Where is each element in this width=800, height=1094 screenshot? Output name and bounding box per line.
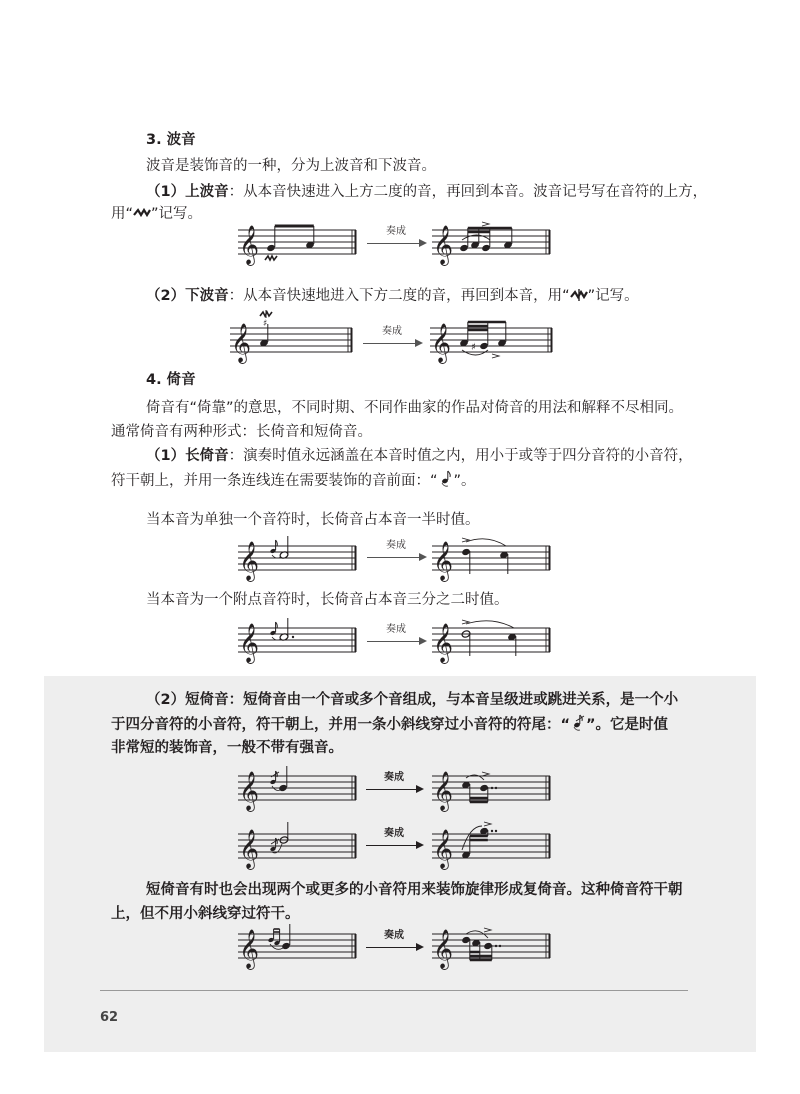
paragraph bbox=[111, 714, 668, 735]
music-staff bbox=[430, 310, 554, 363]
text-span: ”。 bbox=[453, 473, 476, 489]
paragraph bbox=[146, 690, 678, 710]
music-staff bbox=[238, 620, 358, 663]
music-staff bbox=[432, 826, 552, 869]
upper-mordent-icon bbox=[265, 256, 277, 260]
upper-mordent-symbol-icon bbox=[133, 207, 151, 219]
text-span: ”记写。 bbox=[587, 288, 639, 304]
treble-clef-icon: 𝄞 bbox=[433, 623, 454, 663]
paragraph: 通常倚音有两种形式：长倚音和短倚音。 bbox=[111, 424, 372, 440]
arrow-label: 奏成 bbox=[386, 540, 406, 551]
paragraph: 波音是装饰音的一种，分为上波音和下波音。 bbox=[146, 158, 436, 174]
svg-text:♯: ♯ bbox=[263, 319, 268, 329]
music-staff bbox=[432, 222, 552, 265]
paragraph: 上，但不用小斜线穿过符干。 bbox=[111, 906, 300, 922]
arrow-label: 奏成 bbox=[386, 624, 406, 635]
treble-clef-icon: 𝄞 bbox=[433, 225, 454, 265]
text-span: ：演奏时值永远涵盖在本音时值之内，用小于或等于四分音符的小音符， bbox=[228, 448, 693, 464]
paragraph bbox=[146, 286, 639, 306]
short-appoggiatura-symbol-icon bbox=[570, 714, 586, 732]
treble-clef-icon: 𝄞 bbox=[433, 771, 454, 811]
music-staff bbox=[238, 826, 358, 869]
section-heading-mordent: 3. 波音 bbox=[146, 132, 196, 148]
term-label: （2）下波音 bbox=[146, 288, 229, 304]
arrow-label: 奏成 bbox=[384, 772, 404, 783]
treble-clef-icon: 𝄞 bbox=[239, 623, 260, 663]
treble-clef-icon: 𝄞 bbox=[231, 323, 252, 363]
paragraph: 当本音为一个附点音符时，长倚音占本音三分之二时值。 bbox=[146, 592, 509, 608]
music-staff bbox=[238, 926, 358, 969]
treble-clef-icon: 𝄞 bbox=[433, 541, 454, 581]
treble-clef-icon: 𝄞 bbox=[433, 829, 454, 869]
music-staff bbox=[432, 926, 552, 969]
svg-text:♯: ♯ bbox=[471, 342, 476, 353]
paragraph bbox=[111, 204, 202, 224]
music-staff bbox=[432, 768, 552, 811]
paragraph bbox=[111, 470, 476, 491]
paragraph bbox=[146, 182, 707, 202]
treble-clef-icon: 𝄞 bbox=[433, 929, 454, 969]
music-staff bbox=[432, 538, 552, 581]
treble-clef-icon: 𝄞 bbox=[239, 225, 260, 265]
paragraph: 短倚音有时也会出现两个或更多的小音符用来装饰旋律形成复倚音。这种倚音符干朝 bbox=[146, 882, 683, 898]
text-span: 于四分音符的小音符，符干朝上，并用一条小斜线穿过小音符的符尾：“ bbox=[111, 717, 571, 733]
music-staff bbox=[238, 538, 358, 581]
arrow-label: 奏成 bbox=[382, 326, 402, 337]
music-staff bbox=[432, 620, 552, 663]
treble-clef-icon: 𝄞 bbox=[239, 829, 260, 869]
treble-clef-icon: 𝄞 bbox=[239, 541, 260, 581]
text-span: 符干朝上，并用一条连线连在需要装饰的音前面：“ bbox=[111, 473, 438, 489]
term-label: （1）上波音 bbox=[146, 184, 229, 200]
music-staff bbox=[238, 768, 358, 811]
footer-rule bbox=[100, 990, 688, 991]
music-staff bbox=[238, 222, 358, 265]
text-span: 用“ bbox=[111, 206, 134, 222]
arrow-label: 奏成 bbox=[384, 828, 404, 839]
treble-clef-icon: 𝄞 bbox=[239, 771, 260, 811]
arrow-label: 奏成 bbox=[384, 930, 404, 941]
lower-mordent-symbol-icon bbox=[570, 289, 588, 301]
section-heading-appoggiatura: 4. 倚音 bbox=[146, 372, 196, 388]
paragraph: 倚音有“倚靠”的意思，不同时期、不同作曲家的作品对倚音的用法和解释不尽相同。 bbox=[146, 400, 684, 416]
text-span: ”记写。 bbox=[151, 206, 203, 222]
page-number: 62 bbox=[100, 1010, 119, 1025]
term-label: （1）长倚音 bbox=[146, 448, 229, 464]
text-span: ：短倚音由一个音或多个音组成，与本音呈级进或跳进关系，是一个小 bbox=[228, 692, 679, 708]
music-staff bbox=[230, 310, 354, 363]
text-span: ”。它是时值 bbox=[586, 717, 669, 733]
term-label: （2）短倚音 bbox=[146, 692, 229, 708]
treble-clef-icon: 𝄞 bbox=[239, 929, 260, 969]
long-appoggiatura-symbol-icon bbox=[438, 470, 454, 488]
text-span: ：从本音快速进入上方二度的音，再回到本音。波音记号写在音符的上方， bbox=[228, 184, 708, 200]
paragraph bbox=[146, 446, 693, 466]
arrow-label: 奏成 bbox=[386, 226, 406, 237]
paragraph: 当本音为单独一个音符时，长倚音占本音一半时值。 bbox=[146, 512, 480, 528]
text-span: ：从本音快速地进入下方二度的音，再回到本音，用“ bbox=[228, 288, 570, 304]
paragraph: 非常短的装饰音，一般不带有强音。 bbox=[111, 740, 343, 756]
treble-clef-icon: 𝄞 bbox=[431, 323, 452, 363]
